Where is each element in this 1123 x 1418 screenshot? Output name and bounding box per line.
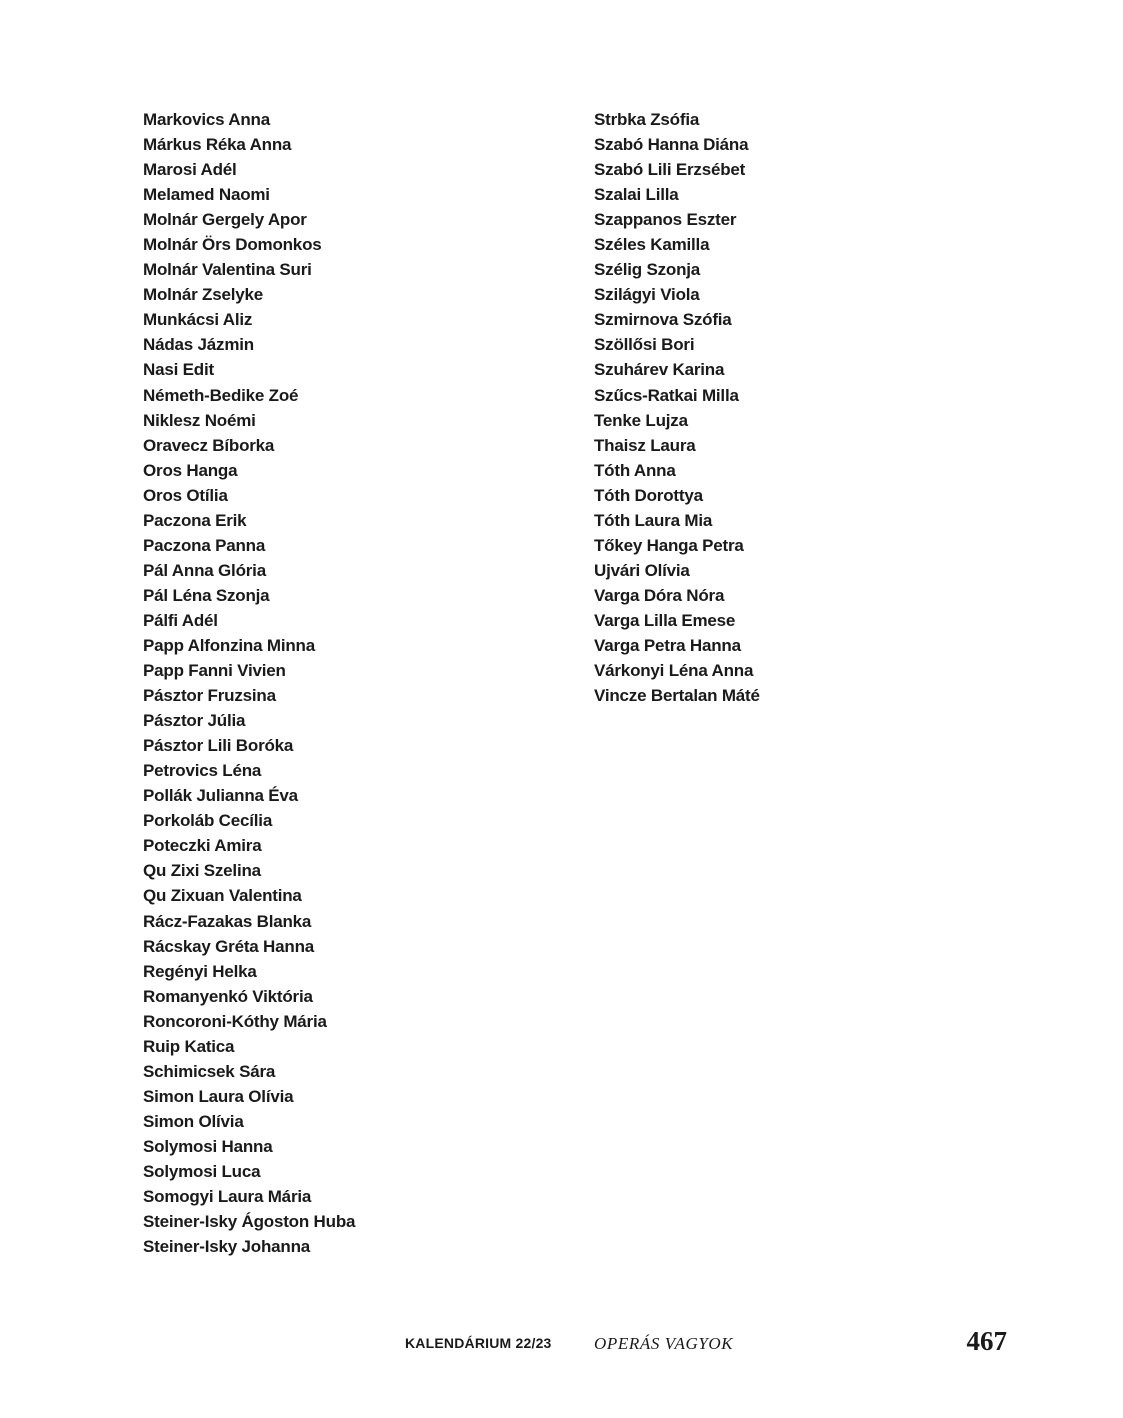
page-footer xyxy=(0,1326,1123,1360)
name-item: Munkácsi Aliz xyxy=(143,310,253,330)
name-item: Simon Laura Olívia xyxy=(143,1086,294,1106)
name-item: Pálfi Adél xyxy=(143,610,218,630)
name-item: Roncoroni-Kóthy Mária xyxy=(143,1011,327,1031)
name-item: Rácz-Fazakas Blanka xyxy=(143,911,312,931)
name-item: Szélig Szonja xyxy=(594,260,701,280)
name-item: Szmirnova Szófia xyxy=(594,310,732,330)
name-item: Melamed Naomi xyxy=(143,185,270,205)
page-number: 467 xyxy=(966,1326,1007,1356)
name-item: Somogyi Laura Mária xyxy=(143,1187,312,1207)
name-item: Regényi Helka xyxy=(143,961,257,981)
name-item: Tenke Lujza xyxy=(594,410,688,430)
name-item: Steiner-Isky Johanna xyxy=(143,1237,311,1257)
name-item: Romanyenkó Viktória xyxy=(143,986,313,1006)
name-item: Porkoláb Cecília xyxy=(143,811,273,831)
section-title: OPERÁS VAGYOK xyxy=(594,1334,734,1353)
name-item: Márkus Réka Anna xyxy=(143,135,292,155)
name-item: Papp Alfonzina Minna xyxy=(143,635,315,655)
name-item: Tóth Laura Mia xyxy=(594,510,713,530)
name-item: Varga Lilla Emese xyxy=(594,610,736,630)
name-item: Várkonyi Léna Anna xyxy=(594,661,754,681)
name-item: Pásztor Lili Boróka xyxy=(143,736,294,756)
name-item: Tőkey Hanga Petra xyxy=(594,535,744,555)
name-item: Paczona Panna xyxy=(143,535,266,555)
name-item: Qu Zixuan Valentina xyxy=(143,886,302,906)
name-item: Solymosi Hanna xyxy=(143,1136,273,1156)
name-item: Qu Zixi Szelina xyxy=(143,861,261,881)
name-item: Pollák Julianna Éva xyxy=(143,786,298,806)
name-item: Tóth Dorottya xyxy=(594,485,703,505)
name-item: Németh-Bedike Zoé xyxy=(143,385,299,405)
name-item: Schimicsek Sára xyxy=(143,1061,276,1081)
name-item: Varga Petra Hanna xyxy=(594,635,741,655)
name-item: Poteczki Amira xyxy=(143,836,262,856)
name-item: Petrovics Léna xyxy=(143,761,262,781)
names-list-right xyxy=(594,107,760,708)
name-item: Nasi Edit xyxy=(143,360,214,380)
name-item: Rácskay Gréta Hanna xyxy=(143,936,315,956)
name-item: Molnár Gergely Apor xyxy=(143,210,307,230)
name-item: Oravecz Bíborka xyxy=(143,435,275,455)
name-item: Szalai Lilla xyxy=(594,185,679,205)
name-item: Ruip Katica xyxy=(143,1036,235,1056)
name-item: Pásztor Fruzsina xyxy=(143,686,276,706)
names-list-left xyxy=(143,107,355,1259)
name-item: Szöllősi Bori xyxy=(594,335,695,355)
name-item: Nádas Jázmin xyxy=(143,335,254,355)
name-item: Tóth Anna xyxy=(594,460,676,480)
name-item: Niklesz Noémi xyxy=(143,410,256,430)
name-item: Széles Kamilla xyxy=(594,235,710,255)
name-item: Markovics Anna xyxy=(143,110,270,129)
name-item: Oros Otília xyxy=(143,485,228,505)
name-item: Pál Léna Szonja xyxy=(143,585,270,605)
name-item: Szabó Lili Erzsébet xyxy=(594,160,746,180)
name-item: Strbka Zsófia xyxy=(594,110,700,129)
name-item: Szabó Hanna Diána xyxy=(594,135,749,155)
name-item: Thaisz Laura xyxy=(594,435,696,455)
name-item: Paczona Erik xyxy=(143,510,247,530)
name-item: Solymosi Luca xyxy=(143,1161,261,1181)
name-item: Szuhárev Karina xyxy=(594,360,725,380)
name-item: Vincze Bertalan Máté xyxy=(594,686,760,706)
name-item: Molnár Valentina Suri xyxy=(143,260,312,280)
name-item: Szappanos Eszter xyxy=(594,210,737,230)
name-item: Varga Dóra Nóra xyxy=(594,585,725,605)
name-item: Molnár Zselyke xyxy=(143,285,264,305)
publication-title: KALENDÁRIUM 22/23 xyxy=(405,1335,552,1351)
name-item: Simon Olívia xyxy=(143,1111,244,1131)
name-item: Ujvári Olívia xyxy=(594,560,690,580)
name-item: Szűcs-Ratkai Milla xyxy=(594,385,739,405)
name-item: Steiner-Isky Ágoston Huba xyxy=(143,1212,356,1232)
name-item: Oros Hanga xyxy=(143,460,238,480)
name-item: Papp Fanni Vivien xyxy=(143,661,286,681)
name-item: Pál Anna Glória xyxy=(143,560,266,580)
name-item: Pásztor Júlia xyxy=(143,711,246,731)
name-item: Molnár Örs Domonkos xyxy=(143,235,322,255)
name-item: Szilágyi Viola xyxy=(594,285,700,305)
name-item: Marosi Adél xyxy=(143,160,237,180)
